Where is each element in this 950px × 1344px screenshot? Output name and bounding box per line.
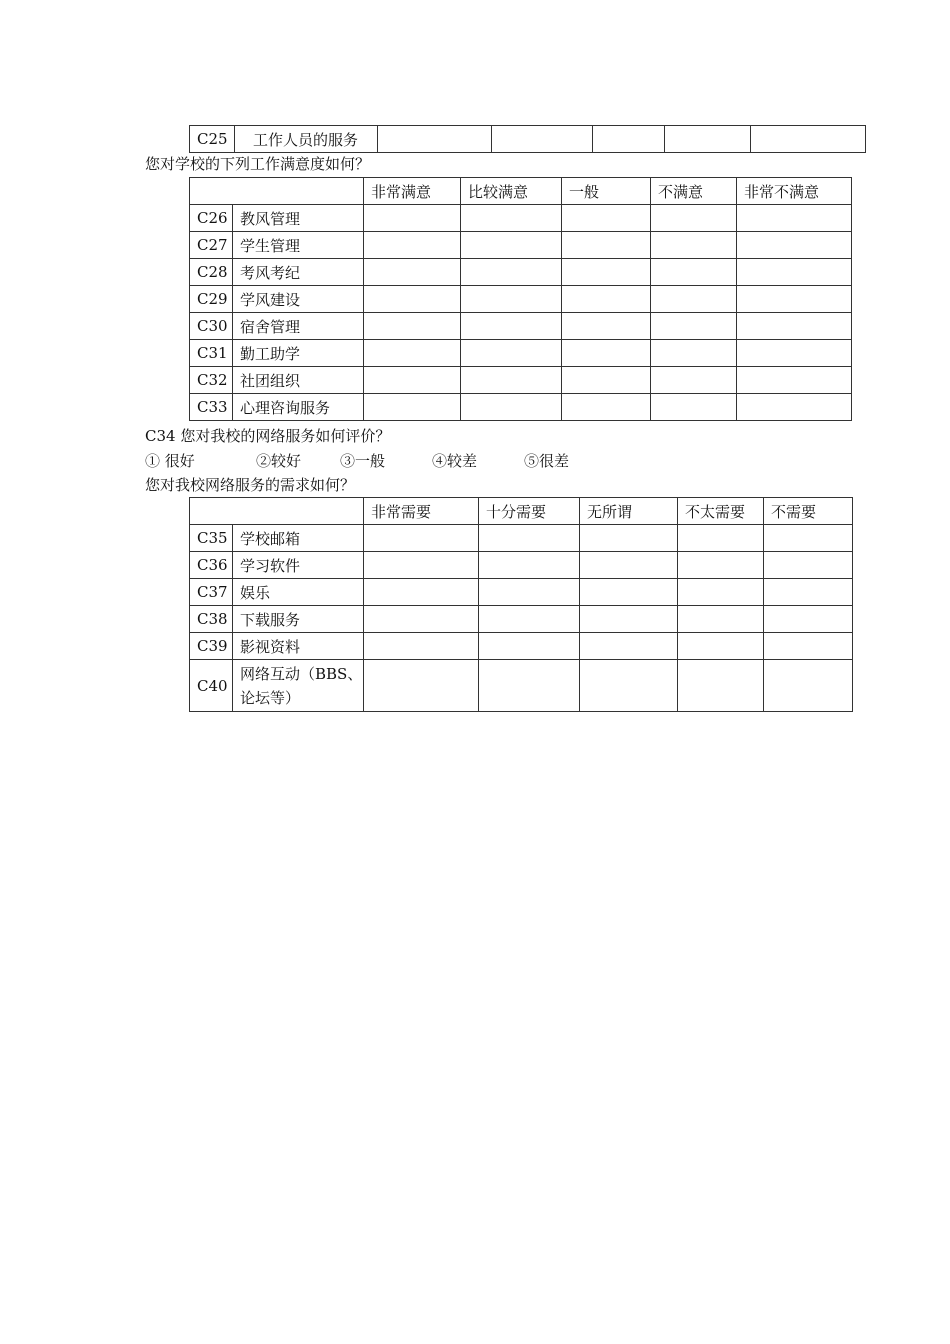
answer-cell[interactable]	[461, 205, 562, 232]
row-label: 考风考纪	[233, 259, 364, 286]
answer-cell[interactable]	[364, 606, 479, 633]
header-cell: 比较满意	[461, 178, 562, 205]
table-row	[190, 525, 853, 552]
row-code: C31	[190, 340, 233, 367]
answer-cell[interactable]	[678, 525, 764, 552]
answer-cell[interactable]	[378, 126, 492, 153]
satisfaction-prompt: 您对学校的下列工作满意度如何？	[145, 155, 371, 173]
header-cell: 无所谓	[580, 498, 678, 525]
table-header-row	[190, 498, 853, 525]
row-code: C37	[190, 579, 233, 606]
answer-cell[interactable]	[492, 126, 593, 153]
answer-cell[interactable]	[562, 205, 651, 232]
table-row	[190, 126, 866, 153]
answer-cell[interactable]	[364, 367, 461, 394]
row-code: C36	[190, 552, 233, 579]
answer-cell[interactable]	[651, 232, 737, 259]
c34-option-2[interactable]: ②较好	[256, 452, 302, 470]
answer-cell[interactable]	[479, 633, 580, 660]
c34-option-3[interactable]: ③一般	[340, 452, 386, 470]
answer-cell[interactable]	[479, 606, 580, 633]
table-row	[190, 205, 852, 232]
row-code: C33	[190, 394, 233, 421]
answer-cell[interactable]	[479, 552, 580, 579]
answer-cell[interactable]	[461, 232, 562, 259]
answer-cell[interactable]	[364, 525, 479, 552]
answer-cell[interactable]	[678, 660, 764, 712]
row-label: 宿舍管理	[233, 313, 364, 340]
answer-cell[interactable]	[737, 367, 852, 394]
satisfaction-table-wrap	[189, 177, 852, 421]
table-c25	[189, 125, 866, 153]
c34-option-5[interactable]: ⑤很差	[524, 452, 570, 470]
table-row	[190, 633, 853, 660]
answer-cell[interactable]	[479, 579, 580, 606]
c34-option-1[interactable]: ① 很好	[145, 452, 195, 470]
answer-cell[interactable]	[461, 367, 562, 394]
answer-cell[interactable]	[364, 552, 479, 579]
answer-cell[interactable]	[364, 633, 479, 660]
row-label: 学生管理	[233, 232, 364, 259]
answer-cell[interactable]	[461, 340, 562, 367]
header-cell: 一般	[562, 178, 651, 205]
table-row	[190, 606, 853, 633]
table-header-row	[190, 178, 852, 205]
header-blank	[190, 178, 364, 205]
table-row	[190, 232, 852, 259]
answer-cell[interactable]	[562, 286, 651, 313]
row-label: 学习软件	[233, 552, 364, 579]
row-label: 学风建设	[233, 286, 364, 313]
answer-cell[interactable]	[651, 286, 737, 313]
answer-cell[interactable]	[764, 552, 853, 579]
table-row	[190, 552, 853, 579]
answer-cell[interactable]	[364, 579, 479, 606]
c34-prompt: C34 您对我校的网络服务如何评价？	[145, 427, 391, 445]
answer-cell[interactable]	[461, 394, 562, 421]
answer-cell[interactable]	[751, 126, 866, 153]
answer-cell[interactable]	[651, 394, 737, 421]
answer-cell[interactable]	[651, 340, 737, 367]
answer-cell[interactable]	[562, 367, 651, 394]
table-row	[190, 579, 853, 606]
table-row	[190, 367, 852, 394]
header-cell: 不太需要	[678, 498, 764, 525]
answer-cell[interactable]	[764, 633, 853, 660]
table-row	[190, 394, 852, 421]
answer-cell[interactable]	[737, 286, 852, 313]
answer-cell[interactable]	[651, 259, 737, 286]
table-row	[190, 660, 853, 712]
row-code: C32	[190, 367, 233, 394]
answer-cell[interactable]	[364, 205, 461, 232]
answer-cell[interactable]	[737, 259, 852, 286]
answer-cell[interactable]	[580, 633, 678, 660]
c25-table	[189, 125, 866, 153]
answer-cell[interactable]	[764, 660, 853, 712]
answer-cell[interactable]	[580, 552, 678, 579]
table-row	[190, 286, 852, 313]
answer-cell[interactable]	[593, 126, 665, 153]
answer-cell[interactable]	[461, 313, 562, 340]
table-row	[190, 259, 852, 286]
answer-cell[interactable]	[678, 606, 764, 633]
header-cell: 不需要	[764, 498, 853, 525]
answer-cell[interactable]	[678, 633, 764, 660]
answer-cell[interactable]	[461, 259, 562, 286]
answer-cell[interactable]	[364, 394, 461, 421]
row-code: C40	[190, 660, 233, 712]
row-code: C39	[190, 633, 233, 660]
answer-cell[interactable]	[678, 579, 764, 606]
answer-cell[interactable]	[364, 232, 461, 259]
answer-cell[interactable]	[364, 313, 461, 340]
network-needs-prompt: 您对我校网络服务的需求如何？	[145, 476, 356, 494]
row-label: 网络互动（BBS、论坛等）	[233, 660, 364, 712]
header-cell: 不满意	[651, 178, 737, 205]
table-row	[190, 313, 852, 340]
row-code: C25	[190, 126, 235, 153]
row-label: 娱乐	[233, 579, 364, 606]
answer-cell[interactable]	[364, 660, 479, 712]
answer-cell[interactable]	[364, 340, 461, 367]
answer-cell[interactable]	[737, 394, 852, 421]
row-code: C26	[190, 205, 233, 232]
network-needs-table	[189, 497, 853, 712]
answer-cell[interactable]	[665, 126, 751, 153]
answer-cell[interactable]	[364, 259, 461, 286]
answer-cell[interactable]	[678, 552, 764, 579]
row-label: 学校邮箱	[233, 525, 364, 552]
answer-cell[interactable]	[562, 232, 651, 259]
answer-cell[interactable]	[764, 579, 853, 606]
row-code: C35	[190, 525, 233, 552]
header-blank	[190, 498, 364, 525]
answer-cell[interactable]	[461, 286, 562, 313]
header-cell: 非常需要	[364, 498, 479, 525]
answer-cell[interactable]	[651, 205, 737, 232]
header-cell: 非常满意	[364, 178, 461, 205]
answer-cell[interactable]	[737, 205, 852, 232]
row-code: C38	[190, 606, 233, 633]
row-label: 教风管理	[233, 205, 364, 232]
row-label: 社团组织	[233, 367, 364, 394]
row-label: 勤工助学	[233, 340, 364, 367]
answer-cell[interactable]	[737, 232, 852, 259]
row-label: 心理咨询服务	[233, 394, 364, 421]
answer-cell[interactable]	[737, 313, 852, 340]
answer-cell[interactable]	[580, 525, 678, 552]
network-needs-table-wrap	[189, 497, 853, 712]
answer-cell[interactable]	[479, 660, 580, 712]
answer-cell[interactable]	[580, 660, 678, 712]
answer-cell[interactable]	[651, 367, 737, 394]
c34-option-4[interactable]: ④较差	[432, 452, 478, 470]
row-code: C29	[190, 286, 233, 313]
answer-cell[interactable]	[562, 394, 651, 421]
answer-cell[interactable]	[651, 313, 737, 340]
row-label: 影视资料	[233, 633, 364, 660]
row-label: 下载服务	[233, 606, 364, 633]
answer-cell[interactable]	[479, 525, 580, 552]
answer-cell[interactable]	[562, 313, 651, 340]
answer-cell[interactable]	[764, 525, 853, 552]
answer-cell[interactable]	[737, 340, 852, 367]
answer-cell[interactable]	[562, 259, 651, 286]
table-row	[190, 340, 852, 367]
row-code: C28	[190, 259, 233, 286]
answer-cell[interactable]	[562, 340, 651, 367]
row-code: C27	[190, 232, 233, 259]
answer-cell[interactable]	[580, 606, 678, 633]
answer-cell[interactable]	[580, 579, 678, 606]
satisfaction-table	[189, 177, 852, 421]
header-cell: 十分需要	[479, 498, 580, 525]
header-cell: 非常不满意	[737, 178, 852, 205]
answer-cell[interactable]	[764, 606, 853, 633]
row-label: 工作人员的服务	[235, 126, 378, 153]
row-code: C30	[190, 313, 233, 340]
answer-cell[interactable]	[364, 286, 461, 313]
